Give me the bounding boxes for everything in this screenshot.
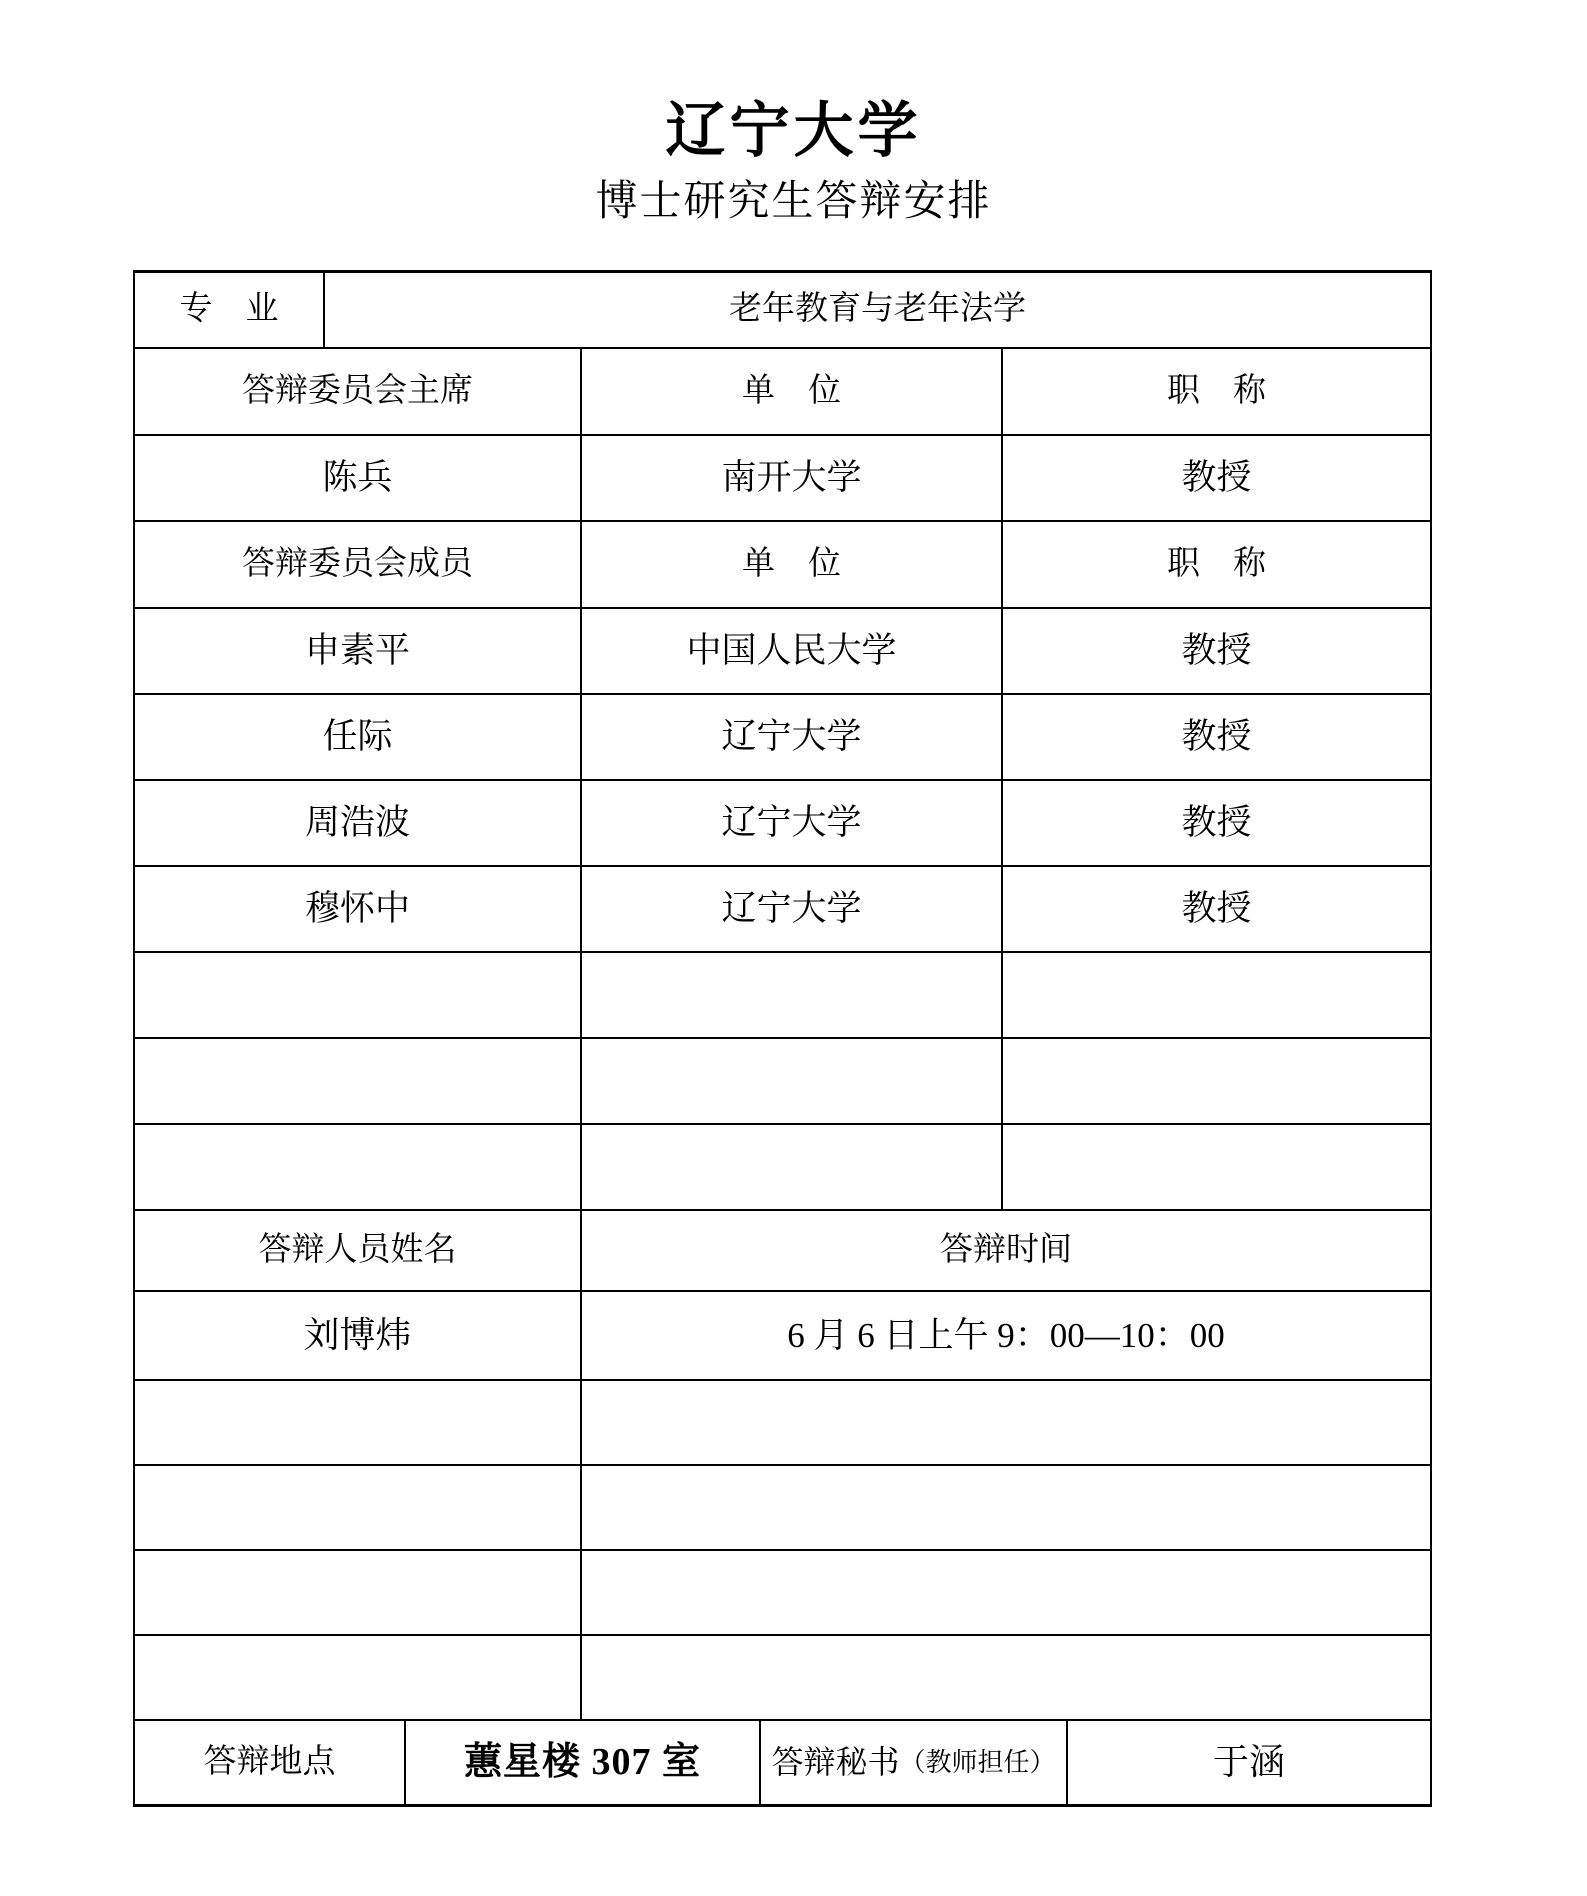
defense-name-cell: 刘博炜 (135, 1292, 582, 1379)
secretary-note: （教师担任） (899, 1747, 1056, 1777)
member-unit-cell (582, 953, 1003, 1037)
defense-time-cell: 6 月 6 日上午 9：00—10：00 (787, 1315, 1225, 1355)
member-title-header-cell: 职 称 (1167, 545, 1266, 582)
member-row (135, 609, 1430, 695)
defense-arrangement-table (133, 270, 1432, 1807)
member-title-cell: 教授 (1181, 803, 1252, 842)
member-header-row (135, 522, 1430, 609)
member-title-cell: 教授 (1181, 889, 1252, 928)
member-name-cell: 申素平 (135, 609, 582, 693)
defense-header-row (135, 1211, 1430, 1292)
member-row (135, 695, 1430, 781)
member-title-cell (1003, 953, 1430, 1037)
defense-time-cell (582, 1466, 1430, 1549)
member-title-cell: 教授 (1181, 631, 1252, 670)
member-row (135, 867, 1430, 953)
major-row (135, 273, 1430, 349)
member-unit-cell (582, 1125, 1003, 1209)
member-name-cell (135, 1125, 582, 1209)
chair-title-header-cell: 职 称 (1167, 372, 1266, 409)
empty-defense-row (135, 1466, 1430, 1551)
member-title-cell (1003, 1125, 1430, 1209)
empty-defense-row (135, 1551, 1430, 1636)
member-title-cell: 教授 (1181, 717, 1252, 756)
defense-name-header-cell: 答辩人员姓名 (135, 1211, 582, 1290)
member-unit-cell: 辽宁大学 (582, 695, 1003, 779)
chair-title-cell: 教授 (1181, 458, 1252, 497)
defense-time-cell (582, 1381, 1430, 1464)
defense-name-cell (135, 1466, 582, 1549)
empty-defense-row (135, 1636, 1430, 1721)
defense-row (135, 1292, 1430, 1381)
member-row (135, 781, 1430, 867)
member-name-cell: 穆怀中 (135, 867, 582, 951)
member-unit-cell: 辽宁大学 (582, 781, 1003, 865)
major-value-cell: 老年教育与老年法学 (729, 291, 1026, 328)
defense-name-cell (135, 1636, 582, 1719)
chair-name-cell: 陈兵 (135, 436, 582, 520)
member-unit-cell: 辽宁大学 (582, 867, 1003, 951)
member-name-cell (135, 953, 582, 1037)
member-role-header-cell: 答辩委员会成员 (135, 522, 582, 607)
chair-header-row (135, 349, 1430, 436)
empty-defense-row (135, 1381, 1430, 1466)
defense-name-cell (135, 1381, 582, 1464)
empty-member-row (135, 953, 1430, 1039)
chair-unit-cell: 南开大学 (582, 436, 1003, 520)
member-name-cell: 任际 (135, 695, 582, 779)
member-name-cell (135, 1039, 582, 1123)
university-title: 辽宁大学 (665, 97, 922, 164)
footer-row (135, 1721, 1430, 1804)
defense-time-header-cell: 答辩时间 (940, 1231, 1072, 1268)
chair-role-header-cell: 答辩委员会主席 (135, 349, 582, 434)
member-name-cell: 周浩波 (135, 781, 582, 865)
member-unit-header-cell: 单 位 (582, 522, 1003, 607)
secretary-value-cell: 于涵 (1212, 1741, 1285, 1782)
secretary-label: 答辩秘书 (771, 1744, 900, 1781)
secretary-label-cell (761, 1721, 1068, 1804)
location-label-cell: 答辩地点 (135, 1721, 406, 1804)
defense-time-cell (582, 1551, 1430, 1634)
empty-member-row (135, 1039, 1430, 1125)
member-unit-cell: 中国人民大学 (582, 609, 1003, 693)
defense-name-cell (135, 1551, 582, 1634)
empty-member-row (135, 1125, 1430, 1211)
document-subtitle: 博士研究生答辩安排 (595, 177, 992, 224)
location-value-cell: 蕙星楼 307 室 (406, 1721, 761, 1804)
defense-time-cell (582, 1636, 1430, 1719)
major-label-cell: 专 业 (135, 273, 325, 347)
chair-unit-header-cell: 单 位 (582, 349, 1003, 434)
member-title-cell (1003, 1039, 1430, 1123)
member-unit-cell (582, 1039, 1003, 1123)
chair-row (135, 436, 1430, 522)
